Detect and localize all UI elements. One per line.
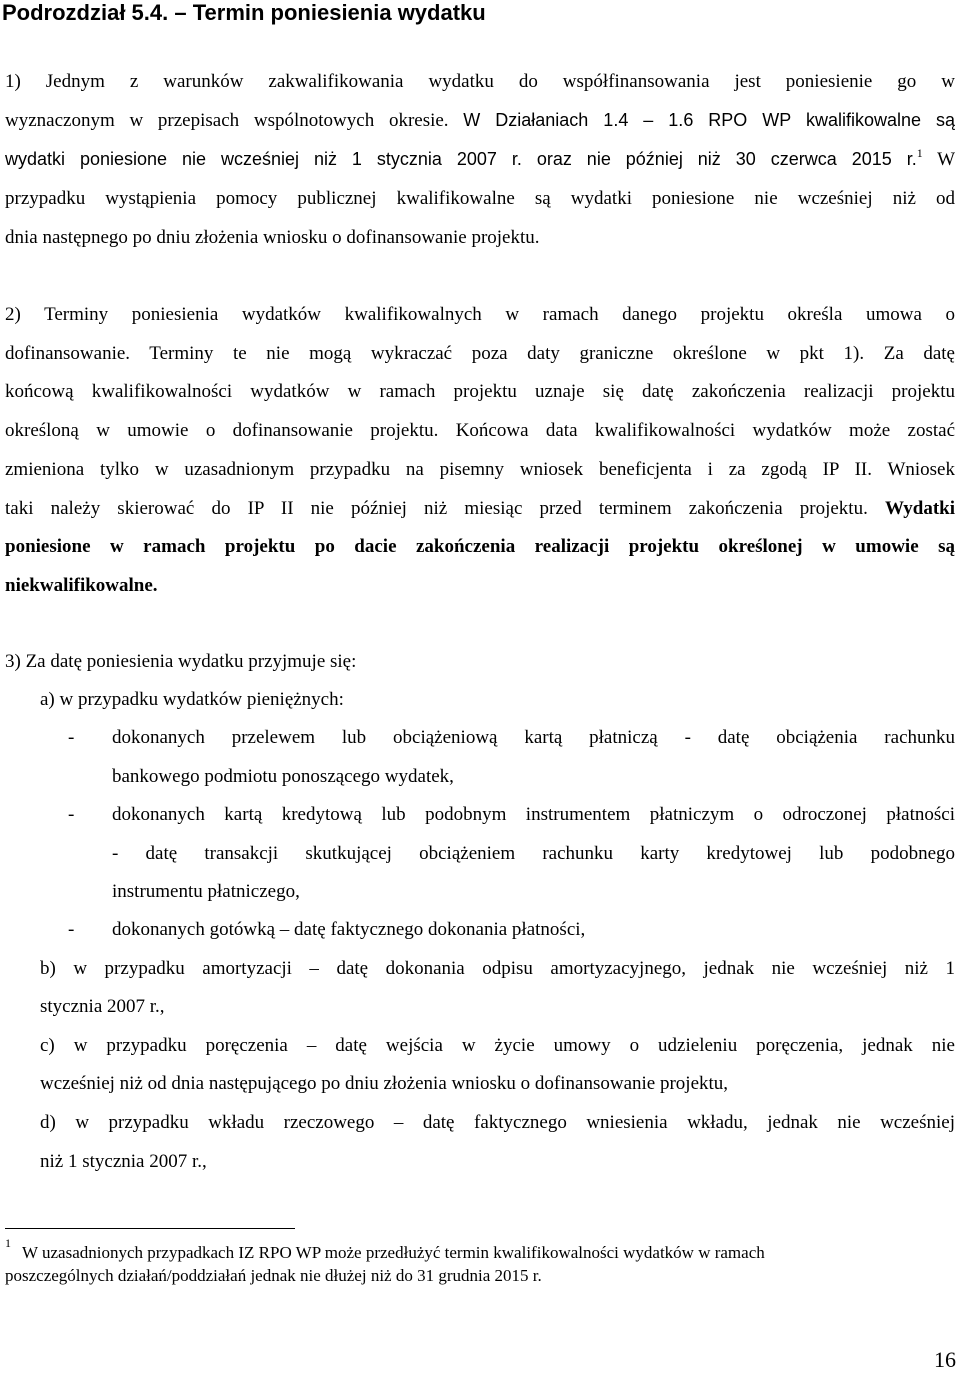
paragraph-line: przypadku wystąpienia pomocy publicznej kwalifikowalne są wydatki poniesione nie wcześniej niż od — [5, 188, 955, 209]
list-item-d: d) w przypadku wkładu rzeczowego – datę faktycznego wniesienia wkładu, jednak nie wcześniej — [40, 1112, 955, 1133]
paragraph-line: określoną w umowie o dofinansowanie projektu. Końcowa data kwalifikowalności wydatków może zostać — [5, 420, 955, 441]
paragraph-line: dofinansowanie. Terminy te nie mogą wykraczać poza daty graniczne określone w pkt 1). Za datę — [5, 343, 955, 364]
footnote-line: poszczególnych działań/poddziałań jednak nie dłużej niż do 31 grudnia 2015 r. — [5, 1266, 542, 1285]
list-item-c: c) w przypadku poręczenia – datę wejścia w życie umowy o udzieleniu poręczenia, jednak nie — [40, 1035, 955, 1056]
list-item-b: b) w przypadku amortyzacji – datę dokonania odpisu amortyzacyjnego, jednak nie wcześniej niż 1 — [40, 958, 955, 979]
list-item-d: niż 1 stycznia 2007 r., — [40, 1151, 207, 1172]
paragraph-line: dnia następnego po dniu złożenia wniosku o dofinansowanie projektu. — [5, 227, 540, 248]
paragraph-line: 2) Terminy poniesienia wydatków kwalifikowalnych w ramach danego projektu określa umowa o — [5, 304, 955, 325]
text-segment: wyznaczonym w przepisach wspólnotowych okresie. — [5, 110, 464, 131]
footnote-reference: 1 — [916, 146, 923, 160]
list-dash: - — [68, 727, 75, 748]
footnote-line: W uzasadnionych przypadkach IZ RPO WP może przedłużyć termin kwalifikowalności wydatków w ramach — [22, 1243, 765, 1262]
footnote-separator — [5, 1228, 295, 1229]
list-item-b: stycznia 2007 r., — [40, 996, 165, 1017]
text-segment-bold: Wydatki — [884, 498, 955, 519]
paragraph-line — [5, 489, 955, 528]
list-item-line: - datę transakcji skutkującej obciążeniem rachunku karty kredytowej lub podobnego — [112, 843, 955, 864]
list-dash: - — [68, 804, 75, 825]
list-item-line: bankowego podmiotu ponoszącego wydatek, — [112, 766, 454, 787]
paragraph-line — [5, 140, 955, 179]
page-number: 16 — [934, 1347, 956, 1372]
footnote-marker: 1 — [5, 1236, 11, 1250]
list-item-line: dokonanych przelewem lub obciążeniową kartą płatniczą - datę obciążenia rachunku — [112, 727, 955, 748]
list-intro: 3) Za datę poniesienia wydatku przyjmuje się: — [5, 651, 357, 672]
section-heading: Podrozdział 5.4. – Termin poniesienia wydatku — [2, 0, 486, 25]
list-item-a-label: a) w przypadku wydatków pieniężnych: — [40, 689, 344, 710]
paragraph-line: końcową kwalifikowalności wydatków w ramach projektu uznaje się datę zakończenia realizacji projektu — [5, 381, 955, 402]
paragraph-line: zmieniona tylko w uzasadnionym przypadku na pisemny wniosek beneficjenta i za zgodą IP II. Wniosek — [5, 459, 955, 480]
list-item-line: dokonanych gotówką – datę faktycznego dokonania płatności, — [112, 919, 586, 940]
list-item-c: wcześniej niż od dnia następującego po dniu złożenia wniosku o dofinansowanie projektu, — [40, 1073, 729, 1094]
paragraph-line-bold: poniesione w ramach projektu po dacie zakończenia realizacji projektu określonej w umowie są — [5, 536, 955, 557]
paragraph-line: 1) Jednym z warunków zakwalifikowania wydatku do współfinansowania jest poniesienie go w — [5, 71, 955, 92]
list-item-line: dokonanych kartą kredytową lub podobnym instrumentem płatniczym o odroczonej płatności — [112, 804, 955, 825]
text-segment: taki należy skierować do IP II nie później niż miesiąc przed terminem zakończenia projektu. — [5, 498, 885, 519]
text-segment: W — [922, 149, 955, 170]
paragraph-line-bold: niekwalifikowalne. — [5, 575, 158, 596]
text-segment-sans: W Działaniach 1.4 – 1.6 RPO WP kwalifikowalne są — [463, 110, 955, 130]
text-segment-sans: wydatki poniesione nie wcześniej niż 1 stycznia 2007 r. oraz nie później niż 30 czerwca 2015 r. — [5, 149, 917, 169]
paragraph-line — [5, 101, 955, 140]
list-dash: - — [68, 919, 75, 940]
list-item-line: instrumentu płatniczego, — [112, 881, 300, 902]
